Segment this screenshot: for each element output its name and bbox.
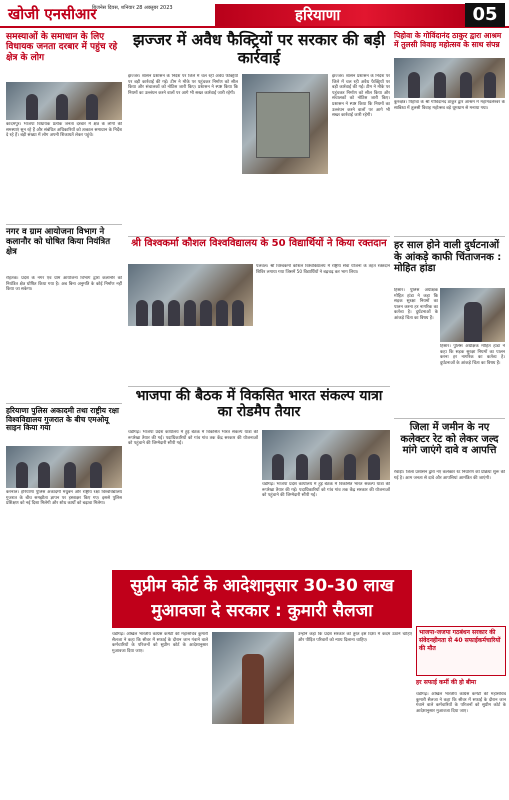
bottom-subhead: हर सफाई कर्मी की हो बीमा xyxy=(416,679,477,686)
divider xyxy=(128,236,390,237)
center-lead-photo xyxy=(242,74,328,174)
center-headline-2: श्री विश्वकर्मा कौशल विश्वविद्यालय के 50 विद्यार्थियों ने किया रक्तदान xyxy=(131,238,387,249)
newspaper-brand: खोजी एनसीआर xyxy=(8,5,97,23)
dateline: बिजनेस दिवस, शनिवार 28 अक्तूबर 2023 xyxy=(92,5,173,11)
center-headline-3: भाजपा की बैठक में विकसित भारत संकल्प यात्रा का रोडमैप तैयार xyxy=(135,388,383,421)
right-headline-1: पिहोवा के गोविंदानंद ठाकुर द्वारा आश्रम में तुलसी विवाह महोत्सव के साथ संपन्न xyxy=(394,31,502,49)
right-body-2-cont: हिसार। पुलिस अधीक्षक मोहित हांडा ने कहा कि सड़क सुरक्षा नियमों का पालन करना हर नागरिक का कर्तव्य है। दुर्घटनाओं के आंकड़े चिंता का विषय हैं। xyxy=(440,344,505,366)
divider xyxy=(128,386,390,387)
right-photo-2 xyxy=(440,288,505,342)
left-column xyxy=(6,32,122,63)
left-headline-1: समस्याओं के समाधान के लिए विधायक जनता दरबार में पहुंच रहे क्षेत्र के लोग xyxy=(6,32,118,63)
page-number: 05 xyxy=(465,3,505,27)
right-headline-3: जिला में जमीन के नए कलेक्टर रेट को लेकर जल्द मांगे जाएंगे दावे व आपत्ति xyxy=(400,422,499,456)
center-lead-headline: झज्जर में अवैध फैक्ट्रियों पर सरकार की बड़ी कार्रवाई xyxy=(133,31,385,67)
section-band: हरियाणा xyxy=(215,4,465,26)
left-body-2: रोहतक। प्रदेश के नगर एवं ग्राम आयोजना विभाग द्वारा कलानौर को नियंत्रित क्षेत्र घोषित किया गया है। अब बिना अनुमति के कोई निर्माण नहीं किया जा सकेगा। xyxy=(6,276,122,293)
bottom-body-left: चंडीगढ़। अखिल भारतीय कांग्रेस कमेटी की महासचिव कुमारी सैलजा ने कहा कि सीवर में सफाई के दौरान जान गंवाने वाले कर्मचारियों के परिजनों को सुप्रीम कोर्ट के आदेशानुसार मुआवजा दिया जाए। xyxy=(112,632,208,654)
divider xyxy=(6,403,122,404)
divider xyxy=(394,418,505,419)
center-lead-body-cont: झज्जर। शासन प्रशासन के निर्देश पर जिले में चल रही अवैध फैक्ट्रियों पर बड़ी कार्रवाई की गई। टीम ने मौके पर पहुंचकर निर्माण को सील किया और संचालकों को नोटिस जारी किए। प्रशासन ने स्पष्ट किया कि नियमों का उल्लंघन करने वालों पर आगे भी सख्त कार्रवाई जारी रहेगी। xyxy=(332,74,390,119)
masthead xyxy=(0,0,509,28)
center-lead-body: झज्जर। शासन प्रशासन के निर्देश पर जिले में चल रही अवैध फैक्ट्रियों पर बड़ी कार्रवाई की गई। टीम ने मौके पर पहुंचकर निर्माण को सील किया और संचालकों को नोटिस जारी किए। प्रशासन ने स्पष्ट किया कि नियमों का उल्लंघन करने वालों पर आगे भी सख्त कार्रवाई जारी रहेगी। xyxy=(128,74,238,96)
divider xyxy=(6,224,122,225)
left-body-3: करनाल। हरियाणा पुलिस अकादमी मधुबन और राष्ट्रीय रक्षा विश्वविद्यालय गुजरात के बीच समझौता ज्ञापन पर हस्ताक्षर किए गए। इससे पुलिस प्रशिक्षण को नई दिशा मिलेगी और शोध कार्यों को बढ़ावा मिलेगा। xyxy=(6,490,122,507)
left-headline-2: नगर व ग्राम आयोजना विभाग ने कलानौर को घोषित किया नियंत्रित क्षेत्र xyxy=(6,227,111,257)
right-photo-1 xyxy=(394,58,505,98)
center-photo-2 xyxy=(128,264,253,326)
left-headline-3: हरियाणा पुलिस अकादमी तथा राष्ट्रीय रक्षा विश्वविद्यालय गुजरात के बीच एमओयू साइन किया गया xyxy=(6,406,119,433)
bottom-photo xyxy=(212,632,294,724)
left-photo-1 xyxy=(6,82,122,120)
right-body-3: रेवाड़ी। जिला प्रशासन द्वारा नए कलेक्टर रेट निर्धारण की प्रक्रिया शुरू की गई है। आम जनता से दावे और आपत्तियां आमंत्रित की जाएंगी। xyxy=(394,470,505,481)
banner-line-2: मुआवजा दे सरकार : कुमारी सैलजा xyxy=(151,601,373,621)
left-photo-3 xyxy=(6,446,122,488)
banner-line-1: सुप्रीम कोर्ट के आदेशानुसार 30-30 लाख xyxy=(130,576,394,596)
quote-box: भाजपा-जजपा गठबंधन सरकार की संवेदनहीनता से 40 सफाईकर्मचारियों की मौत xyxy=(416,626,506,676)
center-photo-3 xyxy=(262,430,390,480)
right-body-2: हिसार। पुलिस अधीक्षक मोहित हांडा ने कहा कि सड़क सुरक्षा नियमों का पालन करना हर नागरिक का कर्तव्य है। दुर्घटनाओं के आंकड़े चिंता का विषय हैं। xyxy=(394,288,438,321)
right-body-1: कुरुक्षेत्र। पिहोवा के श्री गोविंदानंद ठाकुर द्वार आश्रम में महामंडलेश्वर के सान्निध्य में तुलसी विवाह महोत्सव बड़े धूमधाम से मनाया गया। xyxy=(394,100,505,111)
bottom-banner xyxy=(112,570,412,628)
center-body-2: पलवल। श्री विश्वकर्मा कौशल विश्वविद्यालय में राष्ट्रीय सेवा योजना के तहत रक्तदान शिविर लगाया गया जिसमें 50 विद्यार्थियों ने बढ़चढ़ कर भाग लिया। xyxy=(256,264,390,275)
right-headline-2: हर साल होने वाली दुर्घटनाओं के आंकड़े काफी चिंताजनक : मोहित हांडा xyxy=(394,240,502,274)
bottom-body-right: चंडीगढ़। अखिल भारतीय कांग्रेस कमेटी की महासचिव कुमारी सैलजा ने कहा कि सीवर में सफाई के दौरान जान गंवाने वाले कर्मचारियों के परिजनों को सुप्रीम कोर्ट के आदेशानुसार मुआवजा दिया जाए। xyxy=(416,692,506,714)
center-body-3: चंडीगढ़। भाजपा प्रदेश कार्यालय में हुई बैठक में विकसित भारत संकल्प यात्रा की रूपरेखा तैयार की गई। पदाधिकारियों को गांव गांव तक केंद्र सरकार की योजनाओं को पहुंचाने की जिम्मेदारी सौंपी गई। xyxy=(128,430,258,447)
center-body-3-cont: चंडीगढ़। भाजपा प्रदेश कार्यालय में हुई बैठक में विकसित भारत संकल्प यात्रा की रूपरेखा तैयार की गई। पदाधिकारियों को गांव गांव तक केंद्र सरकार की योजनाओं को पहुंचाने की जिम्मेदारी सौंपी गई। xyxy=(262,482,390,499)
divider xyxy=(394,236,505,237)
bottom-body-mid: उन्होंने कहा कि प्रदेश सरकार को तुरंत इस दिशा में कदम उठाने चाहिए और पीड़ित परिवारों को न्याय दिलाना चाहिए। xyxy=(298,632,412,643)
left-body-1: कादमपुर। भाजपा विधायक प्रत्येक जनता दरबार में क्षेत्र के लोगों की समस्याएं सुन रहे हैं और संबंधित अधिकारियों को तत्काल समाधान के निर्देश दे रहे हैं। बड़ी संख्या में लोग अपनी शिकायतें लेकर पहुंचे। xyxy=(6,122,122,139)
